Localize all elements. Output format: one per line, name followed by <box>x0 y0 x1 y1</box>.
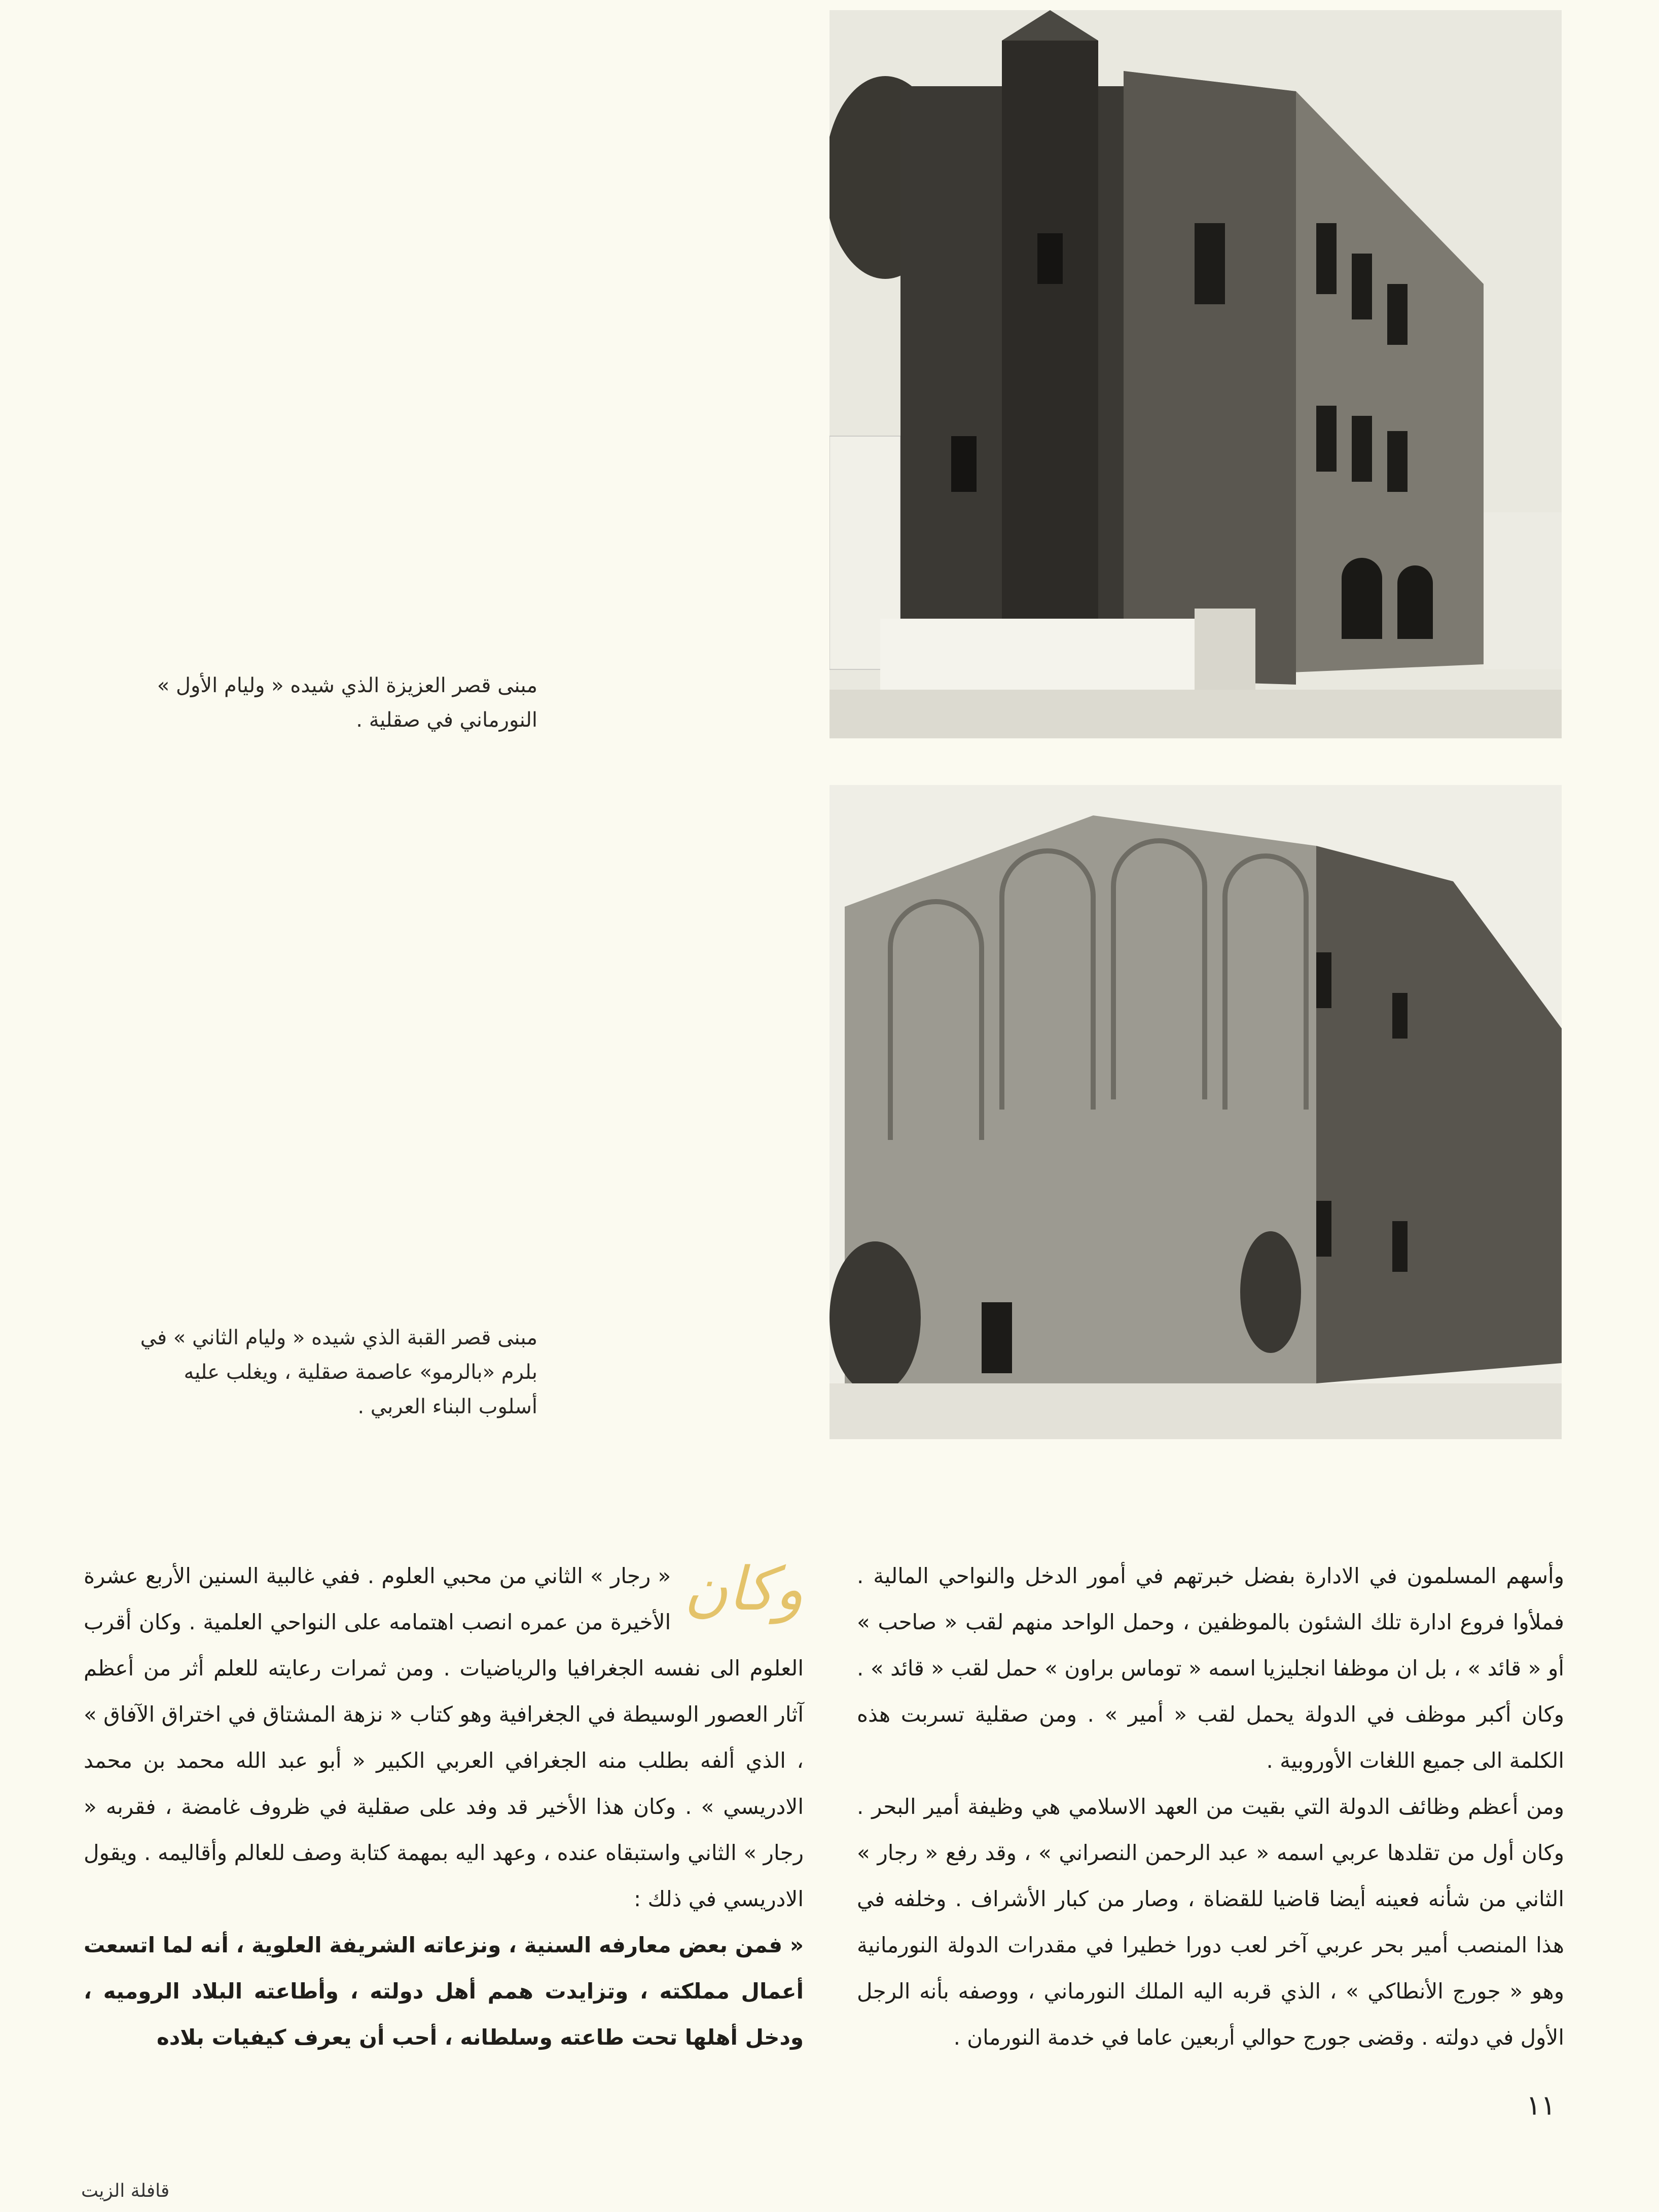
caption-line: مبنى قصر القبة الذي شيده « وليام الثاني » في <box>140 1326 537 1349</box>
paragraph: ومن أعظم وظائف الدولة التي بقيت من العهد الاسلامي هي وظيفة أمير البحر . وكان أول من تقلدها عربي اسمه « عبد الرحمن النصراني » ، وقد رفع « رجار » الثاني من شأنه فعينه أيضا قاضيا للقضاة ، وصار من كبار الأشراف . وخلفه في هذا المنصب أمير بحر عربي آخر لعب دورا خطيرا في مقدرات الدولة النورمانية وهو « جورج الأنطاكي » ، الذي قربه اليه الملك النورماني ، ووصفه بأنه الرجل الأول في دولته . وقضى جورج حوالي أربعين عاما في خدمة النورمان . <box>857 1794 1564 2050</box>
dropcap-word: وكان <box>684 1554 804 1624</box>
cuba-palace-caption <box>81 1321 537 1424</box>
quote-paragraph: « فمن بعض معارفه السنية ، ونزعاته الشريفة العلوية ، أنه لما اتسعت أعمال مملكته ، وتزايدت همم أهل دولته ، وأطاعته البلاد الروميه ، ودخل أهلها تحت طاعته وسلطانه ، أحب أن يعرف كيفيات بلاده <box>84 1933 804 2050</box>
cuba-palace-photo <box>830 785 1562 1439</box>
left-text-column <box>84 1553 804 2060</box>
zisa-palace-caption <box>81 668 537 737</box>
page-number: ١١ <box>1526 2089 1556 2121</box>
caption-line: أسلوب البناء العربي . <box>357 1395 537 1418</box>
caption-line: النورماني في صقلية . <box>356 708 537 732</box>
zisa-palace-photo <box>830 10 1562 738</box>
caption-line: بلرم «بالرمو» عاصمة صقلية ، ويغلب عليه <box>184 1361 537 1384</box>
caption-line: مبنى قصر العزيزة الذي شيده « وليام الأول » <box>157 674 537 697</box>
right-text-column <box>857 1553 1564 2060</box>
paragraph: « رجار » الثاني من محبي العلوم . ففي غالبية السنين الأربع عشرة الأخيرة من عمره انصب اهتمامه على النواحي العلمية . وكان أقرب العلوم الى نفسه الجغرافيا والرياضيات . ومن ثمرات رعايته للعلم أثر من أعظم آثار العصور الوسيطة في الجغرافية وهو كتاب « نزهة المشتاق في اختراق الآفاق » ، الذي ألفه بطلب منه الجغرافي العربي الكبير « أبو عبد الله محمد بن محمد الادريسي » . وكان هذا الأخير قد وفد على صقلية في ظروف غامضة ، فقربه « رجار » الثاني واستبقاه عنده ، وعهد اليه بمهمة كتابة وصف للعالم وأقاليمه . ويقول الادريسي في ذلك : <box>84 1563 804 1911</box>
paragraph: وأسهم المسلمون في الادارة بفضل خبرتهم في أمور الدخل والنواحي المالية . فملأوا فروع ادارة تلك الشئون بالموظفين ، وحمل الواحد منهم لقب « صاحب » أو « قائد » ، بل ان موظفا انجليزيا اسمه « توماس براون » حمل لقب « قائد » . وكان أكبر موظف في الدولة يحمل لقب « أمير » . ومن صقلية تسربت هذه الكلمة الى جميع اللغات الأوروبية . <box>857 1563 1564 1773</box>
magazine-footer: قافلة الزيت <box>81 2181 170 2201</box>
